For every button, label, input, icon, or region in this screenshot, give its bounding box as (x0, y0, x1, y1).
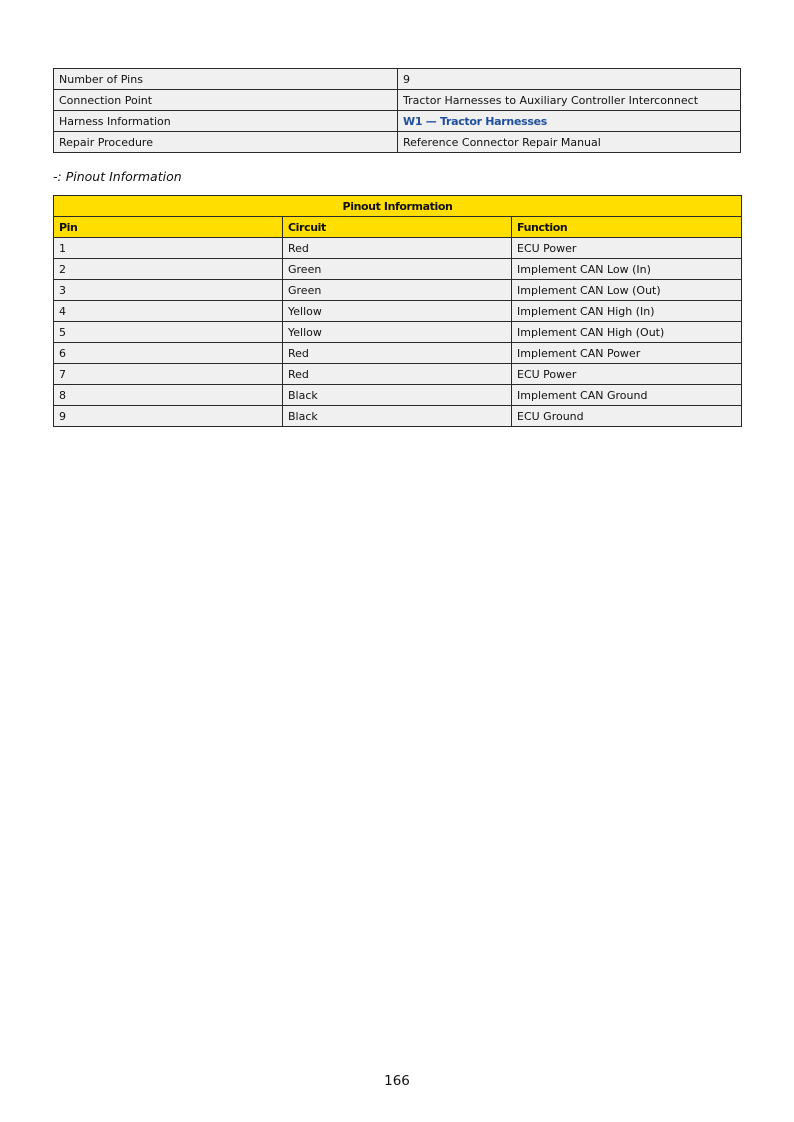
pin-cell: 5 (54, 322, 283, 343)
repair-procedure-label: Repair Procedure (54, 132, 398, 153)
circuit-cell: Black (283, 385, 512, 406)
circuit-cell: Red (283, 364, 512, 385)
pin-cell: 1 (54, 238, 283, 259)
function-cell: ECU Ground (512, 406, 742, 427)
column-header-function: Function (512, 217, 742, 238)
circuit-cell: Red (283, 238, 512, 259)
table-row (54, 322, 742, 343)
table-row (54, 69, 741, 90)
pin-cell: 7 (54, 364, 283, 385)
connection-point-value: Tractor Harnesses to Auxiliary Controller Interconnect (398, 90, 741, 111)
column-header-pin: Pin (54, 217, 283, 238)
table-header-row (54, 217, 742, 238)
table-row (54, 238, 742, 259)
pin-cell: 2 (54, 259, 283, 280)
pin-cell: 8 (54, 385, 283, 406)
table-row (54, 111, 741, 132)
table-row (54, 90, 741, 111)
function-cell: Implement CAN High (In) (512, 301, 742, 322)
pin-cell: 3 (54, 280, 283, 301)
repair-procedure-value: Reference Connector Repair Manual (398, 132, 741, 153)
table-row (54, 406, 742, 427)
pin-cell: 6 (54, 343, 283, 364)
number-of-pins-label: Number of Pins (54, 69, 398, 90)
pin-cell: 9 (54, 406, 283, 427)
pinout-table-title: Pinout Information (54, 196, 742, 217)
function-cell: Implement CAN Low (Out) (512, 280, 742, 301)
harness-information-label: Harness Information (54, 111, 398, 132)
harness-information-link[interactable]: W1 — Tractor Harnesses (403, 114, 548, 128)
table-row (54, 301, 742, 322)
circuit-cell: Green (283, 280, 512, 301)
harness-information-cell (398, 111, 741, 132)
table-row (54, 343, 742, 364)
number-of-pins-value: 9 (398, 69, 741, 90)
function-cell: ECU Power (512, 364, 742, 385)
table-row (54, 132, 741, 153)
table-row (54, 364, 742, 385)
page-number: 166 (384, 1073, 410, 1089)
table-title-row (54, 196, 742, 217)
pinout-table (53, 195, 742, 427)
table-row (54, 385, 742, 406)
connector-info-table (53, 68, 741, 153)
function-cell: ECU Power (512, 238, 742, 259)
function-cell: Implement CAN Low (In) (512, 259, 742, 280)
circuit-cell: Yellow (283, 322, 512, 343)
circuit-cell: Green (283, 259, 512, 280)
table-row (54, 280, 742, 301)
circuit-cell: Yellow (283, 301, 512, 322)
function-cell: Implement CAN Power (512, 343, 742, 364)
table-row (54, 259, 742, 280)
pin-cell: 4 (54, 301, 283, 322)
circuit-cell: Black (283, 406, 512, 427)
function-cell: Implement CAN Ground (512, 385, 742, 406)
column-header-circuit: Circuit (283, 217, 512, 238)
circuit-cell: Red (283, 343, 512, 364)
function-cell: Implement CAN High (Out) (512, 322, 742, 343)
connection-point-label: Connection Point (54, 90, 398, 111)
section-caption: -: Pinout Information (53, 169, 182, 184)
